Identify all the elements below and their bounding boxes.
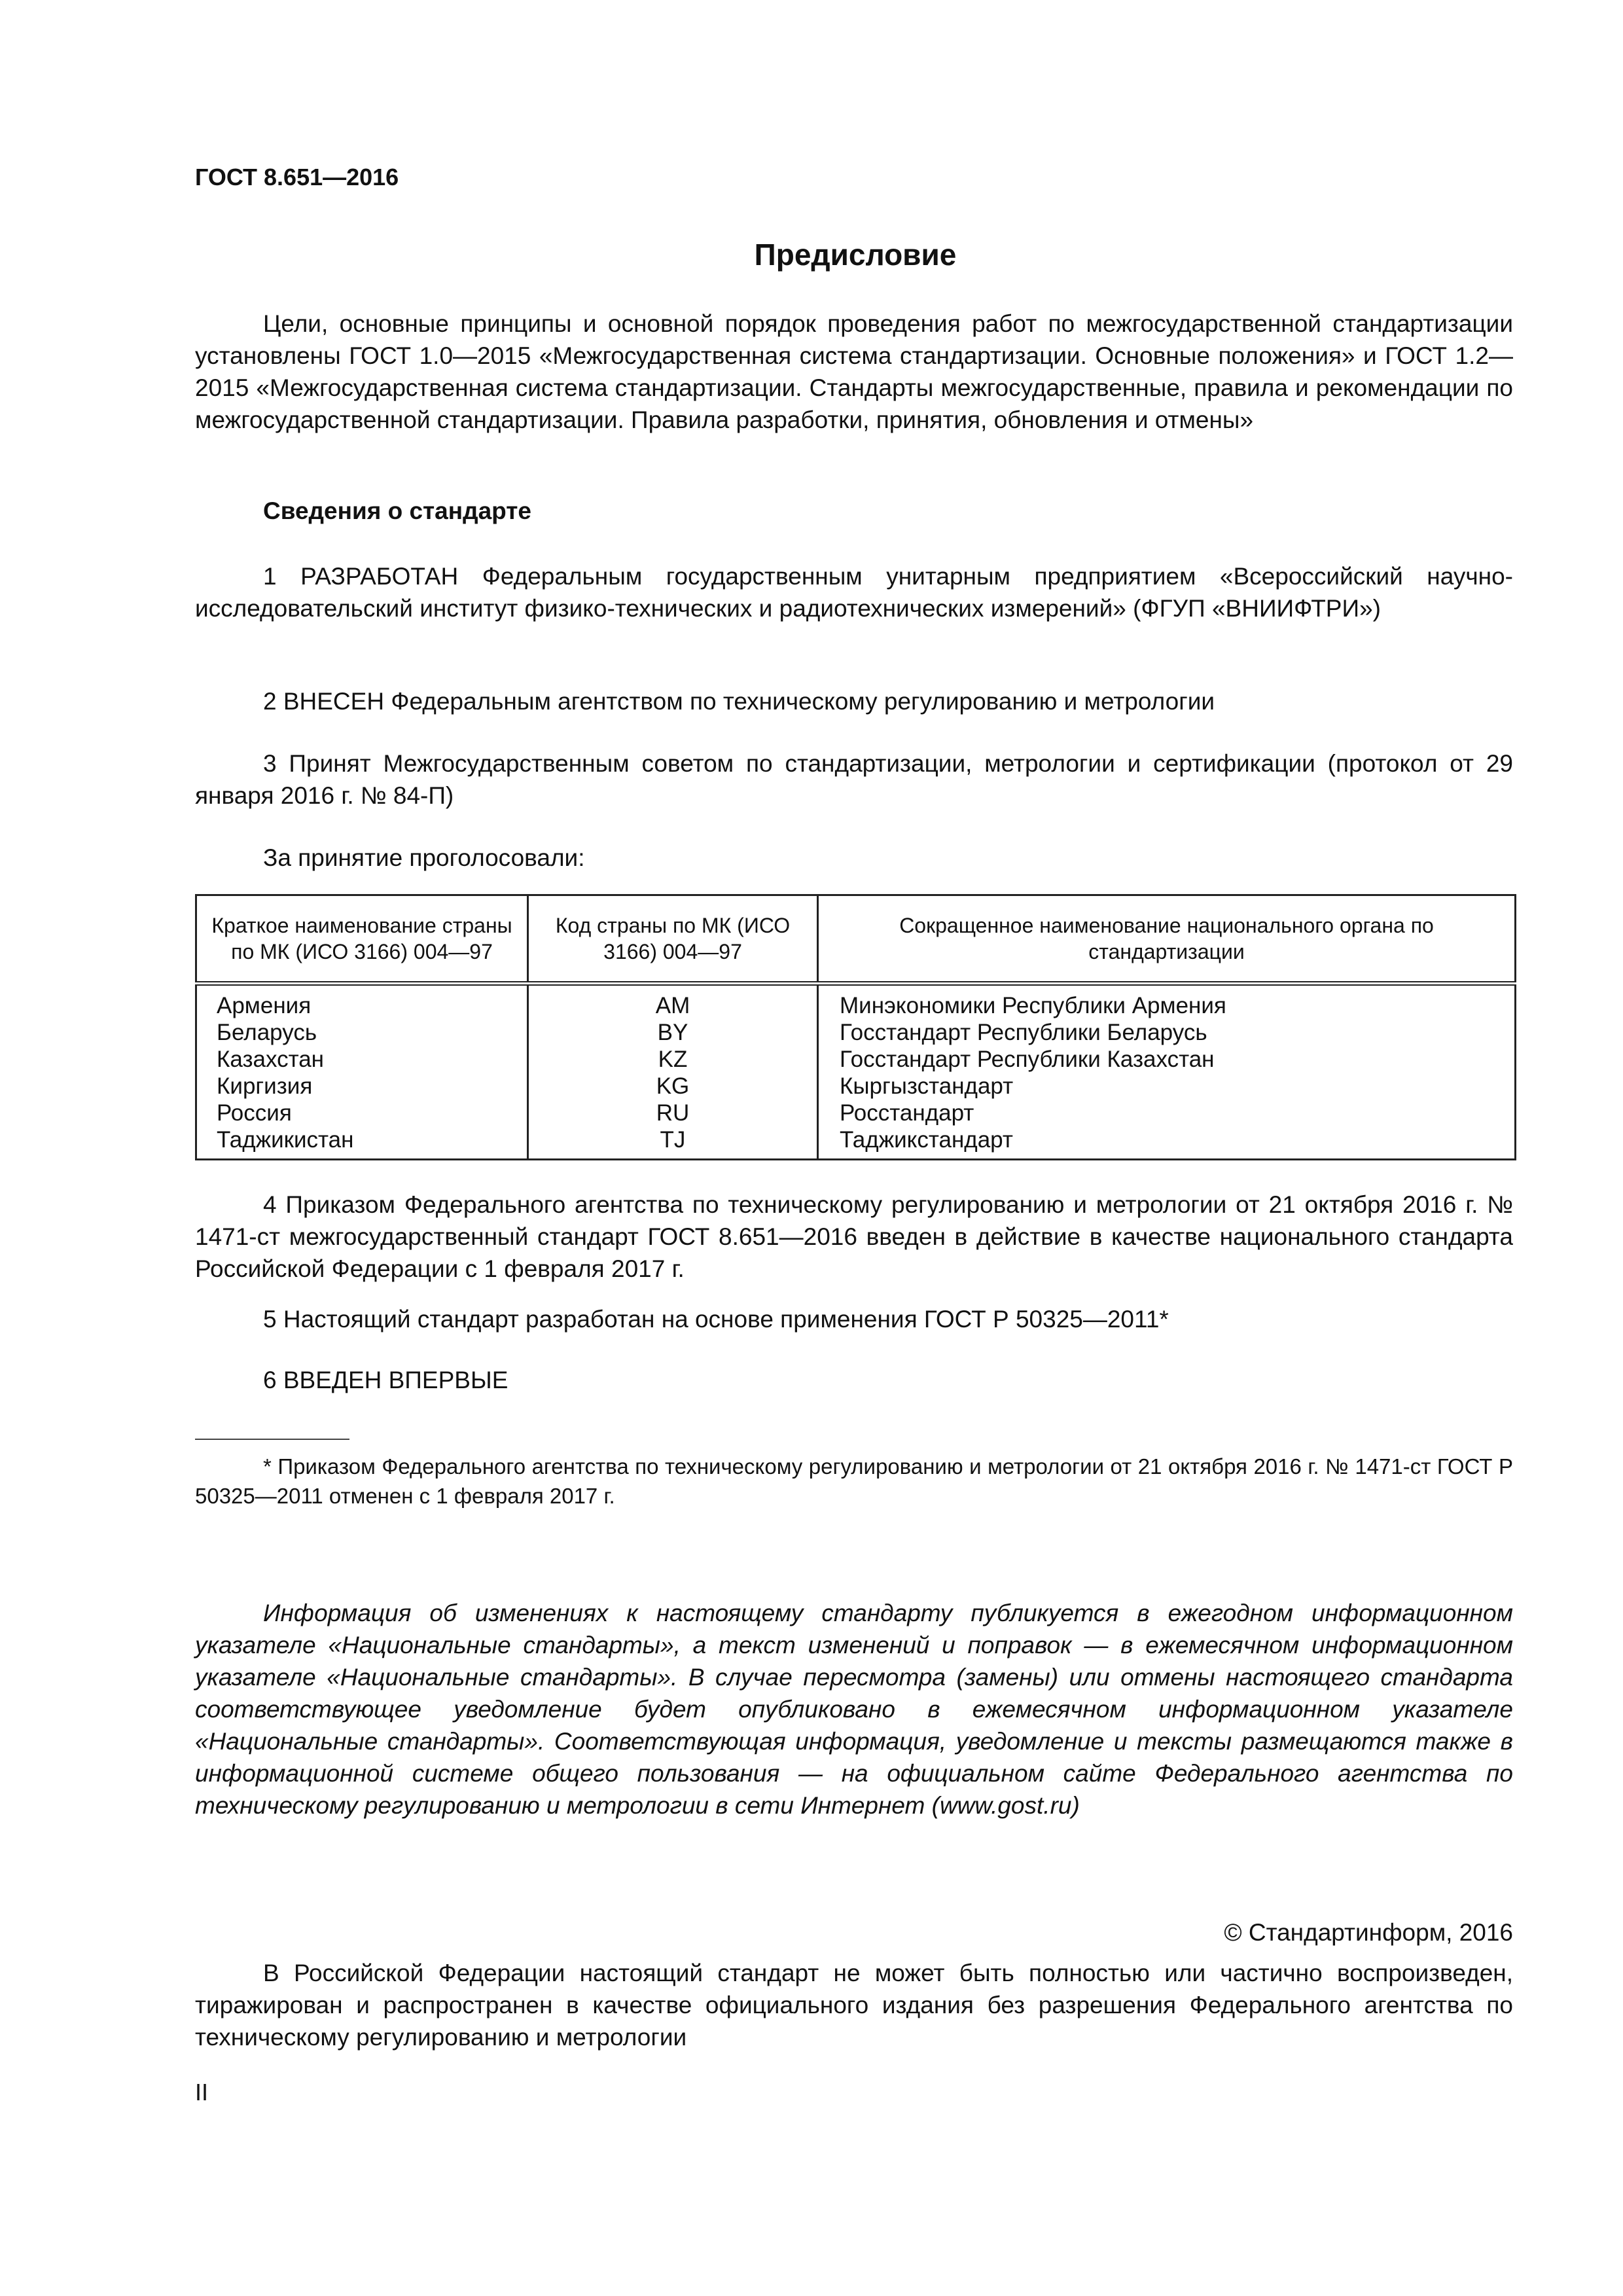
country-code: TJ (528, 1126, 818, 1160)
item-enacted-text: 4 Приказом Федерального агентства по техническому регулированию и метрологии от 21 октября 2016 г. № 1471-ст межгосударственный стандарт ГОСТ 8.651—2016 введен в действие в качестве национального стандарта Российской Федерации с 1 февраля 2017 г. (195, 1191, 1513, 1282)
column-header-country: Краткое наименование страны по МК (ИСО 3166) 004—97 (196, 895, 528, 984)
agency-name: Таджикстандарт (818, 1126, 1516, 1160)
country-name: Киргизия (196, 1073, 528, 1100)
footnote-divider (195, 1439, 349, 1440)
country-code: BY (528, 1019, 818, 1046)
table-row (196, 984, 1516, 1020)
item-basis (195, 1303, 1513, 1335)
agency-name: Росстандарт (818, 1100, 1516, 1126)
table-row (196, 1019, 1516, 1046)
item-introduced (195, 685, 1513, 717)
intro-text: Цели, основные принципы и основной порядок проведения работ по межгосударственной стандартизации установлены ГОСТ 1.0—2015 «Межгосударственная система стандартизации. Основные положения» и ГОСТ 1.2—2015 «Межгосударственная система стандартизации. Стандарты межгосударственные, правила и рекомендации по межгосударственной стандартизации. Правила разработки, принятия, обновления и отмены» (195, 310, 1513, 433)
section-heading: Сведения о стандарте (263, 497, 531, 524)
reproduction-notice (195, 1957, 1513, 2053)
reproduction-notice-text: В Российской Федерации настоящий стандарт не может быть полностью или частично воспроизведен, тиражирован и распространен в качестве официального издания без разрешения Федерального агентства по техническому регулированию и метрологии (195, 1960, 1513, 2051)
item-developed (195, 560, 1513, 624)
copyright-notice: © Стандартинформ, 2016 (1224, 1919, 1513, 1946)
voting-table (195, 894, 1516, 1160)
agency-name: Госстандарт Республики Казахстан (818, 1046, 1516, 1073)
item-developed-text: 1 РАЗРАБОТАН Федеральным государственным унитарным предприятием «Всероссийский научно-исследовательский институт физико-технических и радиотехнических измерений» (ФГУП «ВНИИФТРИ») (195, 563, 1513, 622)
item-adopted (195, 747, 1513, 812)
agency-name: Минэкономики Республики Армения (818, 984, 1516, 1020)
country-code: KZ (528, 1046, 818, 1073)
voting-intro: За принятие проголосовали: (263, 844, 585, 871)
table-row (196, 1073, 1516, 1100)
table-row (196, 1100, 1516, 1126)
page-number: II (195, 2079, 209, 2106)
information-notice-text: Информация об изменениях к настоящему стандарту публикуется в ежегодном информационном указателе «Национальные стандарты», а текст изменений и поправок — в ежемесячном информационном указателе «Национальные стандарты». В случае пересмотра (замены) или отмены настоящего стандарта соответствующее уведомление будет опубликовано в ежемесячном информационном указателе «Национальные стандарты». Соответствующая информация, уведомление и тексты размещаются также в информационной системе общего пользования — на официальном сайте Федерального агентства по техническому регулированию и метрологии в сети Интернет (www.gost.ru) (195, 1600, 1513, 1819)
item-first (195, 1364, 1513, 1396)
item-adopted-text: 3 Принят Межгосударственным советом по стандартизации, метрологии и сертификации (протокол от 29 января 2016 г. № 84-П) (195, 750, 1513, 809)
item-enacted (195, 1189, 1513, 1285)
intro-paragraph (195, 308, 1513, 436)
table-header-row (196, 895, 1516, 984)
page-title: Предисловие (754, 238, 957, 272)
column-header-agency: Сокращенное наименование национального органа по стандартизации (818, 895, 1516, 984)
country-code: RU (528, 1100, 818, 1126)
country-name: Казахстан (196, 1046, 528, 1073)
country-name: Таджикистан (196, 1126, 528, 1160)
country-code: AM (528, 984, 818, 1020)
table-row (196, 1126, 1516, 1160)
country-name: Беларусь (196, 1019, 528, 1046)
item-basis-text: 5 Настоящий стандарт разработан на основе применения ГОСТ Р 50325—2011* (263, 1306, 1169, 1333)
country-name: Россия (196, 1100, 528, 1126)
item-first-text: 6 ВВЕДЕН ВПЕРВЫЕ (263, 1367, 508, 1393)
information-notice (195, 1597, 1513, 1821)
footnote (195, 1452, 1513, 1511)
agency-name: Госстандарт Республики Беларусь (818, 1019, 1516, 1046)
country-name: Армения (196, 984, 528, 1020)
column-header-code: Код страны по МК (ИСО 3166) 004—97 (528, 895, 818, 984)
agency-name: Кыргызстандарт (818, 1073, 1516, 1100)
standard-designation: ГОСТ 8.651—2016 (195, 164, 399, 190)
table-row (196, 1046, 1516, 1073)
item-introduced-text: 2 ВНЕСЕН Федеральным агентством по техническому регулированию и метрологии (263, 688, 1215, 715)
footnote-text: * Приказом Федерального агентства по техническому регулированию и метрологии от 21 октября 2016 г. № 1471-ст ГОСТ Р 50325—2011 отменен с 1 февраля 2017 г. (195, 1454, 1513, 1508)
country-code: KG (528, 1073, 818, 1100)
